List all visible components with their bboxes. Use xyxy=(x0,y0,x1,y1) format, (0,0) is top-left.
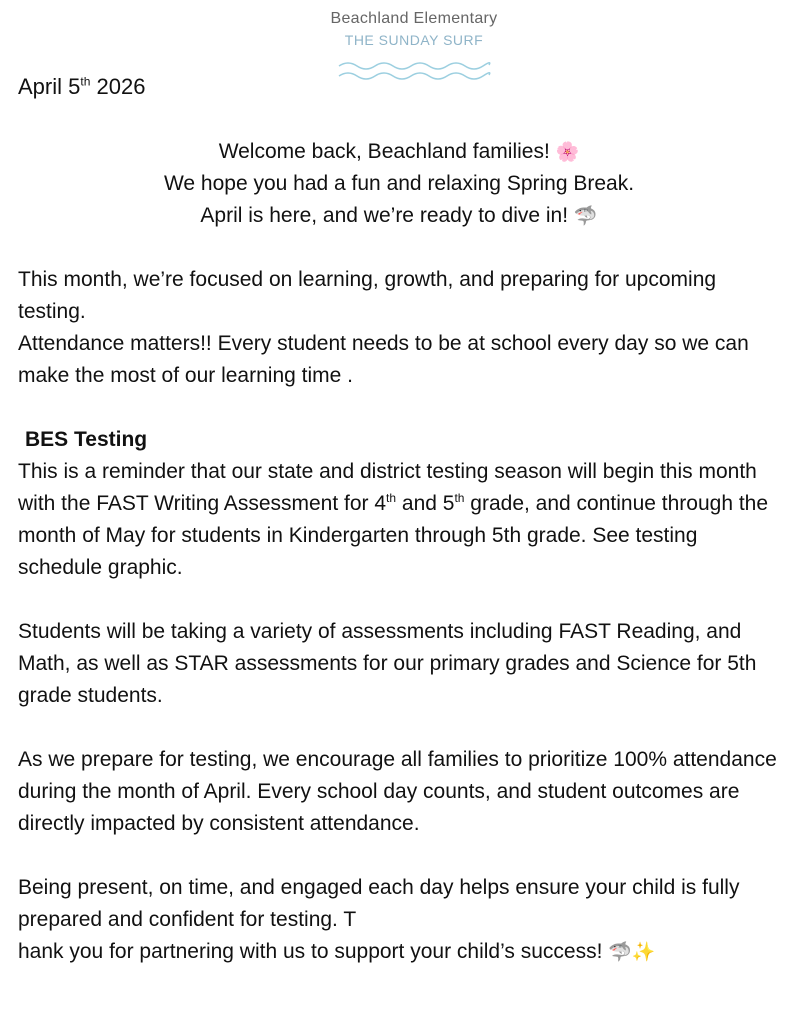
testing-paragraph-5 xyxy=(18,936,780,968)
intro-focus: This month, we’re focused on learning, growth, and preparing for upcoming testing. xyxy=(18,268,717,323)
testing-p1-part-a: This is a reminder that our state and district testing season will begin this month with the FAST Writing Assessment for 4 xyxy=(18,460,757,515)
testing-paragraph-3: As we prepare for testing, we encourage all families to prioritize 100% attendance during the month of April. Every school day counts, and student outcomes are directly impacted by consistent attendance. xyxy=(18,748,777,835)
testing-heading: BES Testing xyxy=(25,428,148,451)
date-month-day: April 5 xyxy=(18,74,81,99)
welcome-text-1: Welcome back, Beachland families! xyxy=(218,140,550,163)
welcome-line-2: We hope you had a fun and relaxing Spring Break. xyxy=(163,172,635,195)
newsletter-name: THE SUNDAY SURF xyxy=(344,32,484,48)
flower-icon: 🌸 xyxy=(555,141,580,163)
shark-icon: 🦈 xyxy=(573,205,598,227)
welcome-line-1 xyxy=(18,136,780,168)
testing-p1-sup-2: th xyxy=(454,491,465,505)
testing-p1-sup-1: th xyxy=(386,491,397,505)
welcome-line-3 xyxy=(18,200,780,232)
date-suffix: th xyxy=(80,74,91,89)
testing-p1-part-c: grade, and continue through the month of May for students in Kindergarten through 5th grade. See testing schedule graphic. xyxy=(18,492,769,579)
testing-paragraph-4: Being present, on time, and engaged each day helps ensure your child is fully prepared and confident for testing. T xyxy=(18,876,740,931)
wave-decoration-icon xyxy=(337,60,491,84)
testing-p1-part-b: and 5 xyxy=(396,492,455,515)
welcome-text-3: April is here, and we’re ready to dive in! xyxy=(200,204,569,227)
shark-sparkles-icon: 🦈✨ xyxy=(608,941,656,963)
masthead xyxy=(0,10,791,84)
thank-you-text: hank you for partnering with us to support your child’s success! xyxy=(18,940,603,963)
date-year: 2026 xyxy=(90,74,146,99)
newsletter-body xyxy=(18,136,780,968)
newsletter-date xyxy=(18,74,145,100)
testing-paragraph-2: Students will be taking a variety of assessments including FAST Reading, and Math, as well as STAR assessments for our primary grades and Science for 5th grade students. xyxy=(18,620,757,707)
school-name: Beachland Elementary xyxy=(330,10,498,27)
intro-attendance: Attendance matters!! Every student needs to be at school every day so we can make the most of our learning time . xyxy=(18,332,749,387)
testing-paragraph-1 xyxy=(18,456,780,584)
